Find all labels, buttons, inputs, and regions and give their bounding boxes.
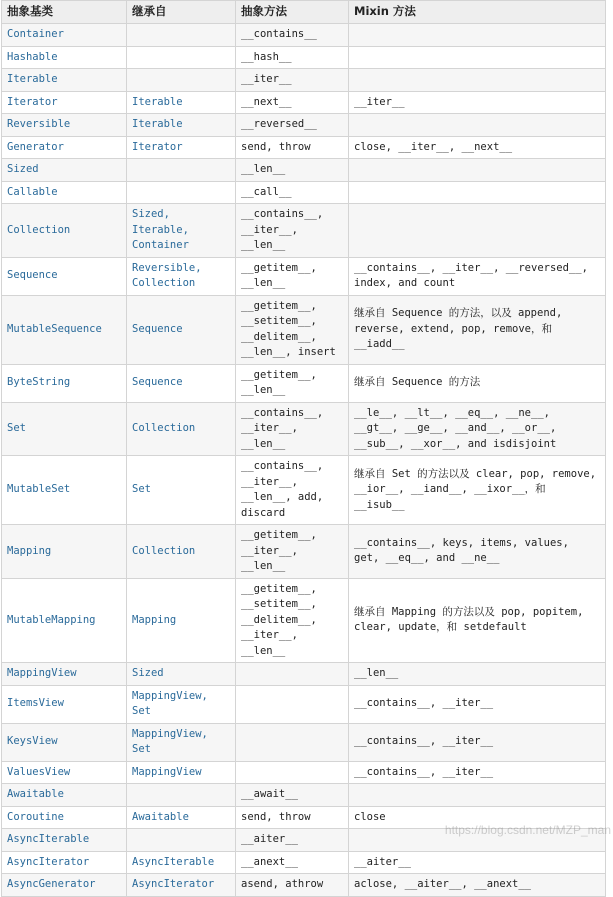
abstract-methods-cell-cell bbox=[236, 851, 349, 874]
mixin-methods-cell: __aiter__ bbox=[354, 855, 411, 868]
abc-name-cell bbox=[2, 181, 127, 204]
abstract-methods-cell-cell bbox=[236, 761, 349, 784]
mixin-methods-cell: __contains__, __iter__ bbox=[354, 697, 494, 710]
abc-name-link[interactable]: MappingView bbox=[7, 667, 77, 679]
inherits-cell[interactable]: MappingView, Set bbox=[132, 689, 208, 717]
mixin-methods-cell-cell bbox=[349, 829, 606, 852]
abc-name-link[interactable]: Set bbox=[7, 422, 26, 434]
table-row bbox=[2, 181, 606, 204]
abstract-methods-cell: __next__ bbox=[241, 95, 292, 108]
table-row bbox=[2, 159, 606, 182]
table-row bbox=[2, 204, 606, 258]
inherits-cell[interactable]: Iterator bbox=[132, 140, 183, 153]
abstract-methods-cell: __iter__ bbox=[241, 73, 292, 85]
abc-name-link[interactable]: AsyncIterator bbox=[7, 855, 90, 868]
table-row bbox=[2, 46, 606, 69]
header-mixin-methods: Mixin 方法 bbox=[349, 1, 606, 24]
mixin-methods-cell-cell bbox=[349, 761, 606, 784]
inherits-cell-cell bbox=[127, 114, 236, 137]
table-row bbox=[2, 69, 606, 92]
table-row bbox=[2, 851, 606, 874]
inherits-cell-cell bbox=[127, 159, 236, 182]
abc-name-link[interactable]: ValuesView bbox=[7, 765, 71, 778]
abstract-methods-cell-cell bbox=[236, 69, 349, 92]
inherits-cell-cell bbox=[127, 257, 236, 295]
table-row bbox=[2, 829, 606, 852]
inherits-cell-cell bbox=[127, 456, 236, 525]
table-row bbox=[2, 663, 606, 686]
abc-name-cell bbox=[2, 364, 127, 402]
mixin-methods-cell-cell bbox=[349, 663, 606, 686]
inherits-cell-cell bbox=[127, 204, 236, 258]
abc-name-cell bbox=[2, 685, 127, 723]
inherits-cell[interactable]: AsyncIterable bbox=[132, 855, 215, 868]
inherits-cell-cell bbox=[127, 525, 236, 579]
abstract-methods-cell: __contains__, __iter__, __len__ bbox=[241, 208, 324, 251]
abstract-methods-cell-cell bbox=[236, 257, 349, 295]
mixin-methods-cell-cell bbox=[349, 364, 606, 402]
abc-name-cell bbox=[2, 114, 127, 137]
abc-name-link[interactable]: Sized bbox=[7, 163, 39, 175]
table-row bbox=[2, 91, 606, 114]
abstract-methods-cell: __getitem__, __setitem__, __delitem__, __iter__, __len__ bbox=[241, 582, 317, 657]
abstract-methods-cell: __reversed__ bbox=[241, 118, 317, 130]
mixin-methods-cell: __iter__ bbox=[354, 95, 405, 108]
abc-name-cell bbox=[2, 204, 127, 258]
header-abstract-methods: 抽象方法 bbox=[236, 1, 349, 24]
inherits-cell[interactable]: Sequence bbox=[132, 322, 183, 335]
abc-name-link[interactable]: ByteString bbox=[7, 376, 71, 389]
abc-name-cell bbox=[2, 69, 127, 92]
abc-name-link[interactable]: AsyncIterable bbox=[7, 833, 90, 845]
abc-name-cell bbox=[2, 806, 127, 829]
table-row bbox=[2, 578, 606, 663]
abstract-methods-cell: send, throw bbox=[241, 810, 311, 823]
inherits-cell[interactable]: Reversible, Collection bbox=[132, 261, 202, 289]
abc-name-link[interactable]: Iterator bbox=[7, 95, 58, 108]
mixin-methods-cell: 继承自 Sequence 的方法，以及 append, reverse, extend, pop, remove，和 __iadd__ bbox=[354, 307, 563, 351]
abstract-methods-cell-cell bbox=[236, 784, 349, 807]
table-row bbox=[2, 685, 606, 723]
abc-name-cell bbox=[2, 136, 127, 159]
inherits-cell-cell bbox=[127, 364, 236, 402]
table-row bbox=[2, 874, 606, 897]
mixin-methods-cell: __contains__, __iter__ bbox=[354, 765, 494, 778]
abc-name-link[interactable]: Sequence bbox=[7, 269, 58, 282]
abstract-methods-cell-cell bbox=[236, 24, 349, 47]
inherits-cell-cell bbox=[127, 685, 236, 723]
table-row bbox=[2, 806, 606, 829]
abc-name-link[interactable]: Awaitable bbox=[7, 788, 64, 800]
inherits-cell[interactable]: Iterable bbox=[132, 95, 183, 108]
inherits-cell[interactable]: Sized bbox=[132, 667, 164, 679]
abc-name-cell bbox=[2, 663, 127, 686]
abc-name-link[interactable]: Iterable bbox=[7, 73, 58, 85]
inherits-cell-cell bbox=[127, 663, 236, 686]
inherits-cell-cell bbox=[127, 24, 236, 47]
table-row bbox=[2, 364, 606, 402]
abstract-methods-cell: __contains__, __iter__, __len__ bbox=[241, 406, 324, 450]
inherits-cell-cell bbox=[127, 295, 236, 364]
mixin-methods-cell-cell bbox=[349, 578, 606, 663]
mixin-methods-cell: __len__ bbox=[354, 667, 399, 679]
abstract-methods-cell-cell bbox=[236, 874, 349, 897]
inherits-cell[interactable]: MappingView bbox=[132, 765, 202, 778]
mixin-methods-cell: close bbox=[354, 810, 386, 823]
inherits-cell[interactable]: Sized, Iterable, Container bbox=[132, 208, 189, 251]
abc-name-cell bbox=[2, 91, 127, 114]
mixin-methods-cell-cell bbox=[349, 874, 606, 897]
inherits-cell[interactable]: Set bbox=[132, 483, 151, 496]
table-row bbox=[2, 24, 606, 47]
abstract-methods-cell-cell bbox=[236, 91, 349, 114]
inherits-cell-cell bbox=[127, 181, 236, 204]
inherits-cell-cell bbox=[127, 874, 236, 897]
abc-name-cell bbox=[2, 46, 127, 69]
abc-name-link[interactable]: Reversible bbox=[7, 118, 71, 130]
abstract-methods-cell: __anext__ bbox=[241, 855, 298, 868]
abstract-methods-cell-cell bbox=[236, 364, 349, 402]
mixin-methods-cell-cell bbox=[349, 295, 606, 364]
abc-name-cell bbox=[2, 525, 127, 579]
abstract-methods-cell-cell bbox=[236, 525, 349, 579]
inherits-cell[interactable]: AsyncIterator bbox=[132, 878, 215, 890]
mixin-methods-cell-cell bbox=[349, 114, 606, 137]
inherits-cell[interactable]: Mapping bbox=[132, 613, 177, 626]
table-row bbox=[2, 295, 606, 364]
abstract-methods-cell-cell bbox=[236, 159, 349, 182]
table-row bbox=[2, 761, 606, 784]
abstract-methods-cell: __hash__ bbox=[241, 50, 292, 63]
mixin-methods-cell-cell bbox=[349, 525, 606, 579]
inherits-cell[interactable]: Collection bbox=[132, 422, 196, 434]
inherits-cell-cell bbox=[127, 829, 236, 852]
mixin-methods-cell: __le__, __lt__, __eq__, __ne__, __gt__, __ge__, __and__, __or__, __sub__, __xor__, and isdisjoint bbox=[354, 406, 557, 450]
abc-name-cell bbox=[2, 578, 127, 663]
abc-name-link[interactable]: Hashable bbox=[7, 50, 58, 63]
inherits-cell-cell bbox=[127, 851, 236, 874]
abstract-methods-cell: __getitem__, __setitem__, __delitem__, __len__, insert bbox=[241, 299, 336, 358]
inherits-cell-cell bbox=[127, 723, 236, 761]
mixin-methods-cell-cell bbox=[349, 257, 606, 295]
abc-name-cell bbox=[2, 24, 127, 47]
abc-name-link[interactable]: KeysView bbox=[7, 735, 58, 748]
mixin-methods-cell: 继承自 Sequence 的方法 bbox=[354, 376, 481, 389]
mixin-methods-cell-cell bbox=[349, 806, 606, 829]
header-row bbox=[2, 1, 606, 24]
abstract-methods-cell-cell bbox=[236, 829, 349, 852]
abc-table bbox=[1, 0, 606, 897]
abstract-methods-cell: __contains__, __iter__, __len__, add, discard bbox=[241, 460, 324, 519]
mixin-methods-cell-cell bbox=[349, 46, 606, 69]
table-row bbox=[2, 723, 606, 761]
inherits-cell-cell bbox=[127, 578, 236, 663]
abstract-methods-cell: __contains__ bbox=[241, 28, 317, 40]
abc-name-link[interactable]: MutableSet bbox=[7, 483, 71, 496]
inherits-cell-cell bbox=[127, 784, 236, 807]
abstract-methods-cell-cell bbox=[236, 663, 349, 686]
table-row bbox=[2, 114, 606, 137]
abc-name-cell bbox=[2, 723, 127, 761]
abc-name-cell bbox=[2, 761, 127, 784]
abstract-methods-cell-cell bbox=[236, 136, 349, 159]
abstract-methods-cell: __await__ bbox=[241, 788, 298, 800]
inherits-cell[interactable]: MappingView, Set bbox=[132, 727, 208, 755]
abstract-methods-cell-cell bbox=[236, 578, 349, 663]
table-row bbox=[2, 525, 606, 579]
abstract-methods-cell-cell bbox=[236, 685, 349, 723]
inherits-cell-cell bbox=[127, 69, 236, 92]
abstract-methods-cell: __call__ bbox=[241, 185, 292, 198]
abstract-methods-cell: send, throw bbox=[241, 140, 311, 153]
inherits-cell-cell bbox=[127, 91, 236, 114]
abc-name-link[interactable]: MutableSequence bbox=[7, 322, 102, 335]
table-row bbox=[2, 402, 606, 456]
table-row bbox=[2, 784, 606, 807]
abstract-methods-cell-cell bbox=[236, 114, 349, 137]
abc-name-cell bbox=[2, 402, 127, 456]
mixin-methods-cell-cell bbox=[349, 159, 606, 182]
mixin-methods-cell-cell bbox=[349, 136, 606, 159]
abstract-methods-cell-cell bbox=[236, 456, 349, 525]
mixin-methods-cell-cell bbox=[349, 685, 606, 723]
abc-name-cell bbox=[2, 159, 127, 182]
abc-name-link[interactable]: Coroutine bbox=[7, 810, 64, 823]
abc-name-cell bbox=[2, 851, 127, 874]
abstract-methods-cell-cell bbox=[236, 295, 349, 364]
abstract-methods-cell: __aiter__ bbox=[241, 833, 298, 845]
mixin-methods-cell: 继承自 Set 的方法以及 clear, pop, remove, __ior__, __iand__, __ixor__，和 __isub__ bbox=[354, 467, 597, 511]
abc-name-link[interactable]: MutableMapping bbox=[7, 613, 96, 626]
table-row bbox=[2, 136, 606, 159]
abstract-methods-cell-cell bbox=[236, 181, 349, 204]
abc-name-link[interactable]: Collection bbox=[7, 223, 71, 236]
abstract-methods-cell: __getitem__, __len__ bbox=[241, 368, 317, 396]
mixin-methods-cell: __contains__, keys, items, values, get, __eq__, and __ne__ bbox=[354, 536, 569, 565]
mixin-methods-cell-cell bbox=[349, 181, 606, 204]
mixin-methods-cell: __contains__, __iter__ bbox=[354, 735, 494, 748]
mixin-methods-cell-cell bbox=[349, 91, 606, 114]
abc-name-cell bbox=[2, 257, 127, 295]
table-row bbox=[2, 257, 606, 295]
mixin-methods-cell-cell bbox=[349, 851, 606, 874]
inherits-cell[interactable]: Iterable bbox=[132, 118, 183, 130]
inherits-cell-cell bbox=[127, 46, 236, 69]
abc-name-cell bbox=[2, 456, 127, 525]
abc-name-link[interactable]: Generator bbox=[7, 140, 64, 153]
abstract-methods-cell: __getitem__, __len__ bbox=[241, 261, 317, 289]
abstract-methods-cell-cell bbox=[236, 806, 349, 829]
inherits-cell[interactable]: Awaitable bbox=[132, 810, 189, 823]
mixin-methods-cell-cell bbox=[349, 402, 606, 456]
abstract-methods-cell-cell bbox=[236, 402, 349, 456]
mixin-methods-cell: 继承自 Mapping 的方法以及 pop, popitem, clear, update，和 setdefault bbox=[354, 605, 584, 634]
mixin-methods-cell: aclose, __aiter__, __anext__ bbox=[354, 878, 532, 890]
header-abc: 抽象基类 bbox=[2, 1, 127, 24]
abc-name-link[interactable]: Callable bbox=[7, 185, 58, 198]
inherits-cell[interactable]: Sequence bbox=[132, 376, 183, 389]
header-inherits: 继承自 bbox=[127, 1, 236, 24]
abc-name-link[interactable]: Container bbox=[7, 28, 64, 40]
mixin-methods-cell-cell bbox=[349, 24, 606, 47]
abc-name-cell bbox=[2, 784, 127, 807]
abc-name-link[interactable]: ItemsView bbox=[7, 697, 64, 710]
abstract-methods-cell-cell bbox=[236, 723, 349, 761]
abstract-methods-cell-cell bbox=[236, 204, 349, 258]
inherits-cell-cell bbox=[127, 806, 236, 829]
mixin-methods-cell-cell bbox=[349, 69, 606, 92]
inherits-cell-cell bbox=[127, 136, 236, 159]
mixin-methods-cell-cell bbox=[349, 723, 606, 761]
mixin-methods-cell-cell bbox=[349, 204, 606, 258]
abc-name-cell bbox=[2, 829, 127, 852]
mixin-methods-cell: __contains__, __iter__, __reversed__, index, and count bbox=[354, 261, 588, 289]
abstract-methods-cell: asend, athrow bbox=[241, 878, 324, 890]
abstract-methods-cell: __getitem__, __iter__, __len__ bbox=[241, 529, 317, 572]
inherits-cell[interactable]: Collection bbox=[132, 544, 196, 557]
abstract-methods-cell-cell bbox=[236, 46, 349, 69]
inherits-cell-cell bbox=[127, 761, 236, 784]
watermark: https://blog.csdn.net/MZP_man bbox=[444, 823, 611, 837]
abc-name-cell bbox=[2, 874, 127, 897]
mixin-methods-cell: close, __iter__, __next__ bbox=[354, 140, 513, 153]
mixin-methods-cell-cell bbox=[349, 456, 606, 525]
table-row bbox=[2, 456, 606, 525]
inherits-cell-cell bbox=[127, 402, 236, 456]
abc-name-link[interactable]: Mapping bbox=[7, 544, 52, 557]
abc-name-cell bbox=[2, 295, 127, 364]
mixin-methods-cell-cell bbox=[349, 784, 606, 807]
abc-name-link[interactable]: AsyncGenerator bbox=[7, 878, 96, 890]
abstract-methods-cell: __len__ bbox=[241, 163, 286, 175]
